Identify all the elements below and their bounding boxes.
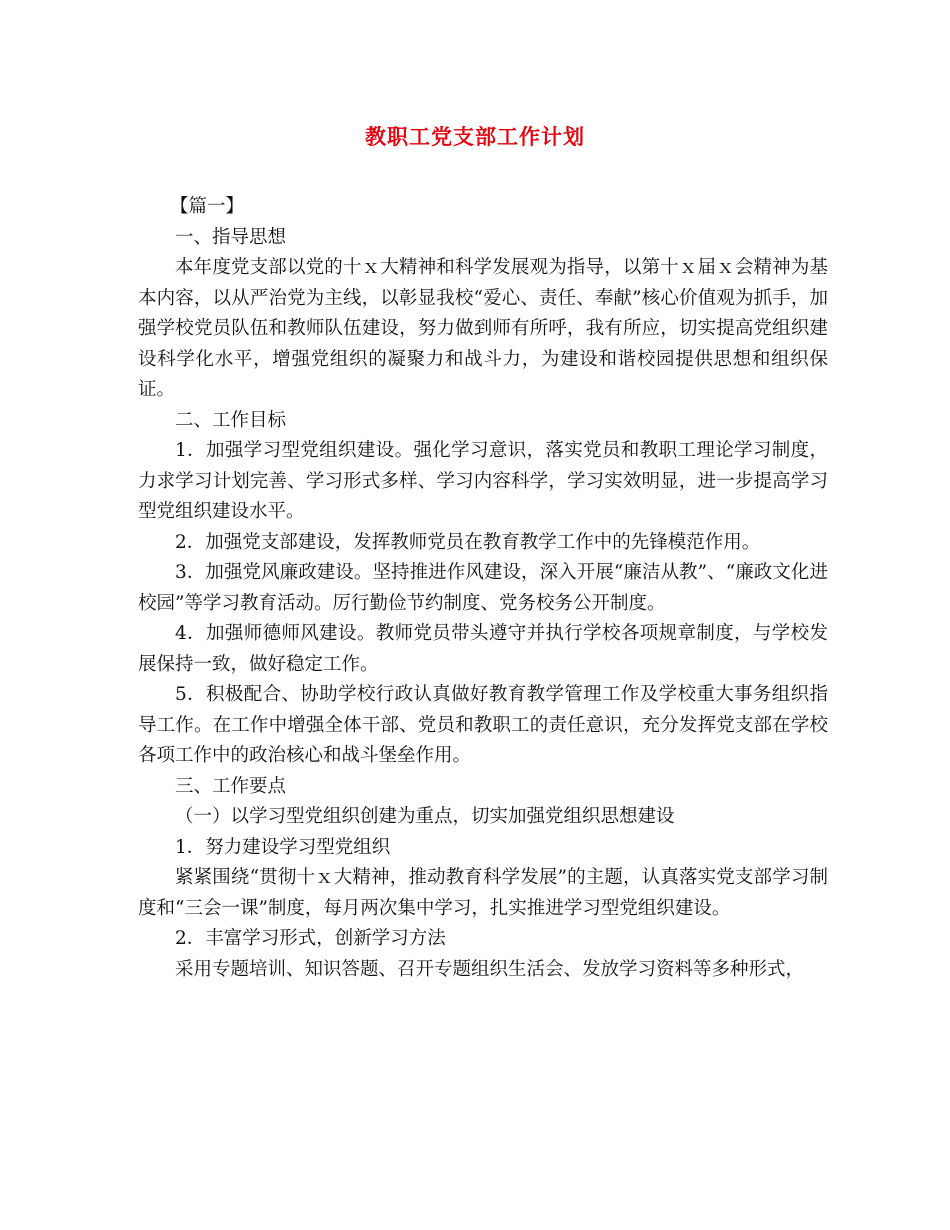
point-item-1-title: 1．努力建设学习型党组织 xyxy=(175,836,391,858)
point-item-2-title: 2．丰富学习形式，创新学习方法 xyxy=(175,928,446,949)
goal-item-2: 2．加强党支部建设，发挥教师党员在教育教学工作中的先锋模范作用。 xyxy=(175,531,761,553)
heading-work-goals: 二、工作目标 xyxy=(175,409,287,431)
document-body xyxy=(138,192,828,985)
heading-guiding-thought: 一、指导思想 xyxy=(175,226,287,248)
goal-item-3: 3．加强党风廉政建设。坚持推进作风建设，深入开展“廉洁从教”、“廉政文化进校园”等学习教育活动。厉行勤俭节约制度、党务校务公开制度。 xyxy=(138,562,828,614)
subheading-study-org: （一）以学习型党组织创建为重点，切实加强党组织思想建设 xyxy=(175,806,675,827)
goal-item-5: 5．积极配合、协助学校行政认真做好教育教学管理工作及学校重大事务组织指导工作。在工作中增强全体干部、党员和教职工的责任意识，充分发挥党支部在学校各项工作中的政治核心和战斗堡垒作用。 xyxy=(138,684,828,766)
section-label: 【篇一】 xyxy=(170,196,245,217)
point-item-2-body: 采用专题培训、知识答题、召开专题组织生活会、发放学习资料等多种形式， xyxy=(175,958,805,980)
goal-item-1: 1．加强学习型党组织建设。强化学习意识，落实党员和教职工理论学习制度，力求学习计划完善、学习形式多样、学习内容科学，学习实效明显，进一步提高学习型党组织建设水平。 xyxy=(138,440,828,522)
goal-item-4: 4．加强师德师风建设。教师党员带头遵守并执行学校各项规章制度，与学校发展保持一致，做好稳定工作。 xyxy=(138,623,828,675)
heading-work-points: 三、工作要点 xyxy=(175,775,287,797)
point-item-1-body: 紧紧围绕“贯彻十ｘ大精神，推动教育科学发展”的主题，认真落实党支部学习制度和“三会一课”制度，每月两次集中学习，扎实推进学习型党组织建设。 xyxy=(138,867,828,919)
paragraph-guiding-thought: 本年度党支部以党的十ｘ大精神和科学发展观为指导，以第十ｘ届ｘ会精神为基本内容，以从严治党为主线，以彰显我校“爱心、责任、奉献”核心价值观为抓手，加强学校党员队伍和教师队伍建设，努力做到师有所呼，我有所应，切实提高党组织建设科学化水平，增强党组织的凝聚力和战斗力，为建设和谐校园提供思想和组织保证。 xyxy=(138,257,828,400)
document-title: 教职工党支部工作计划 xyxy=(365,124,585,149)
